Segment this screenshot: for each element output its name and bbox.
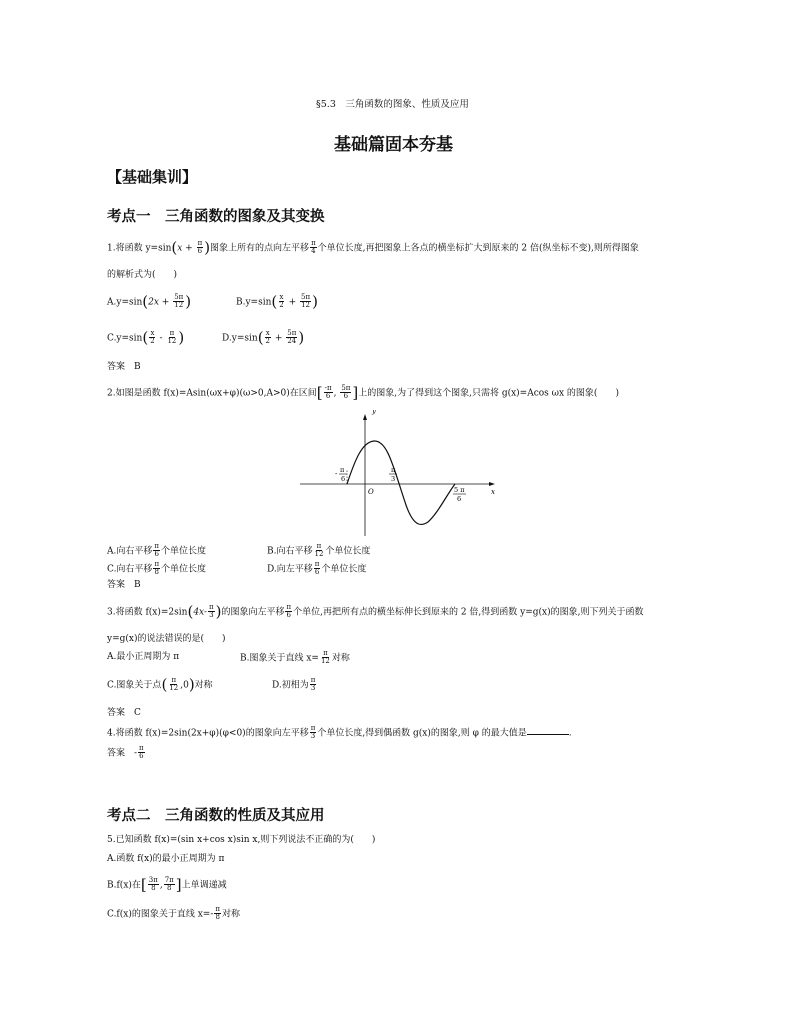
q3-option-b: B.图象关于直线 x= $\frac{\pi}{12}$ 对称	[240, 649, 350, 666]
fraction: $\frac{x}{2}$	[150, 329, 155, 346]
tick-neg-sign: -	[335, 470, 338, 478]
sine-curve	[347, 441, 455, 525]
q2-option-d: D.向左平移 $\frac{\pi}{6}$ 个单位长度	[267, 560, 367, 577]
tick-mid-num: π	[391, 466, 396, 474]
y-axis-label: y	[372, 410, 376, 415]
topic-heading-2: 考点二 三角函数的性质及其应用	[107, 808, 325, 824]
fraction: $\frac{\pi}{6}$	[286, 603, 292, 620]
q1-option-a: A.y=sin(2x + $\frac{5\pi}{12}$ )	[107, 292, 192, 311]
q3-option-d: D.初相为 $\frac{\pi}{3}$	[272, 676, 316, 693]
y-axis-arrow-icon	[363, 414, 367, 420]
q5-option-b: B.f(x)在[ $\frac{3\pi}{8}$ , $\frac{7\pi}{8}$ ]上单调递减	[107, 875, 227, 894]
fraction: $\frac{3\pi}{8}$	[148, 876, 158, 893]
fraction: $\frac{\pi}{12}$	[314, 542, 324, 559]
q4-answer: 答案 - $\frac{\pi}{6}$	[107, 744, 144, 761]
section-heading: §5.3 三角函数的图象、性质及应用	[316, 99, 469, 110]
question-5: 5.已知函数 f(x)=(sin x+cos x)sin x,则下列说法不正确的为( )	[107, 835, 376, 845]
fraction: $\frac{\pi}{8}$	[215, 905, 220, 922]
sine-graph	[298, 410, 498, 540]
answer-blank	[527, 725, 569, 735]
fraction: $\frac{\pi}{3}$	[310, 676, 316, 693]
fraction: $\frac{\pi}{3}$	[310, 724, 316, 741]
fraction: $\frac{5\pi}{6}$	[341, 384, 351, 401]
q1-text-line2: 的解析式为( )	[107, 270, 178, 280]
q1-text-end: 个单位长度,再把图象上各点的横坐标扩大到原来的 2 倍(纵坐标不变),则所得图象	[317, 243, 639, 254]
q3-option-a: A.最小正周期为 π	[107, 652, 180, 662]
q2-answer: 答案 B	[107, 580, 141, 590]
tick-neg-den: 6	[341, 475, 346, 483]
q2-option-b: B.向右平移 $\frac{\pi}{12}$ 个单位长度	[267, 542, 371, 559]
fraction: $\frac{5\pi}{12}$	[301, 293, 311, 310]
question-4: 4.将函数 f(x)=2sin(2x+φ)(φ<0)的图象向左平移 $\frac{\pi}{3}$ 个单位长度,得到偶函数 g(x)的图象,则 φ 的最大值是 .	[107, 724, 572, 741]
fraction: $\frac{\pi}{6}$	[154, 542, 159, 559]
tick-mid-den: 3	[391, 475, 396, 483]
q5-option-c: C.f(x)的图象关于直线 x=- $\frac{\pi}{8}$ 对称	[107, 905, 240, 922]
fraction: $\frac{\pi}{12}$	[169, 676, 179, 693]
q1-option-c: C.y=sin( $\frac{x}{2}$ - $\frac{\pi}{12}$ )	[107, 328, 185, 347]
tick-end-den: 6	[457, 495, 462, 503]
fraction: $\frac{5\pi}{24}$	[287, 329, 297, 346]
q2-option-c: C.向右平移 $\frac{\pi}{8}$ 个单位长度	[107, 560, 207, 577]
page-title: 基础篇固本夯基	[334, 135, 453, 155]
q3-text-line2: y=g(x)的说法错误的是( )	[107, 634, 226, 644]
fraction: $\frac{\pi}{4}$	[311, 239, 316, 256]
q1-text-start: 1.将函数 y=sin	[107, 243, 172, 254]
fraction: $\frac{\pi}{3}$	[209, 603, 214, 620]
fraction: $\frac{\pi}{6}$	[314, 560, 320, 577]
topic-heading-1: 考点一 三角函数的图象及其变换	[107, 209, 325, 225]
q1-answer: 答案 B	[107, 362, 141, 372]
fraction: $\frac{x}{2}$	[265, 329, 271, 346]
q3-option-c: C.图象关于点( $\frac{\pi}{12}$ ,0)对称	[107, 675, 213, 694]
block-title: 【基础集训】	[107, 168, 198, 186]
question-1: 1.将函数 y=sin(x + $\frac{\pi}{6}$ )图象上所有的点向左平移 $\frac{\pi}{4}$ 个单位长度,再把图象上各点的横坐标扩大到原来的 2 倍(纵坐标不变),则所得图象	[107, 238, 639, 257]
fraction: $\frac{\pi}{12}$	[320, 649, 330, 666]
tick-end-num: 5 π	[454, 486, 465, 494]
x-axis-label: x	[491, 488, 495, 496]
origin-label: O	[368, 488, 374, 496]
question-3: 3.将函数 f(x)=2sin(4x- $\frac{\pi}{3}$ )的图象向左平移 $\frac{\pi}{6}$ 个单位,再把所有点的横坐标伸长到原来的 2 倍,得到函数 y=g(x)的图象,则下列关于函数	[107, 602, 644, 621]
fraction: $\frac{\pi}{12}$	[167, 329, 177, 346]
fraction: $\frac{5\pi}{12}$	[174, 293, 184, 310]
x-axis-arrow-icon	[489, 482, 495, 486]
question-2: 2.如图是函数 f(x)=Asin(ωx+φ)(ω>0,A>0)在区间[ $\frac{-\pi}{6}$ , $\frac{5\pi}{6}$ ]上的图象,为了得到这个图象,只需将 g(x)=Acos ωx 的图象( )	[107, 383, 619, 402]
fraction: $\frac{\pi}{6}$	[197, 239, 203, 256]
q1-option-b: B.y=sin( $\frac{x}{2}$ + $\frac{5\pi}{12}$ )	[236, 292, 318, 311]
q3-answer: 答案 C	[107, 708, 141, 718]
fraction: $\frac{\pi}{8}$	[154, 560, 160, 577]
q2-option-a: A.向右平移 $\frac{\pi}{6}$ 个单位长度	[107, 542, 206, 559]
q5-option-a: A.函数 f(x)的最小正周期为 π	[107, 854, 225, 864]
q1-text-mid: 图象上所有的点向左平移	[210, 243, 310, 254]
fraction: $\frac{x}{2}$	[279, 293, 284, 310]
q1-option-d: D.y=sin( $\frac{x}{2}$ + $\frac{5\pi}{24}$ )	[222, 328, 305, 347]
fraction: $\frac{-\pi}{6}$	[324, 384, 332, 401]
tick-neg-num: π	[340, 466, 345, 474]
fraction: $\frac{7\pi}{8}$	[164, 876, 174, 893]
fraction: $\frac{\pi}{6}$	[139, 744, 144, 761]
q1-arg: x +	[177, 243, 196, 254]
